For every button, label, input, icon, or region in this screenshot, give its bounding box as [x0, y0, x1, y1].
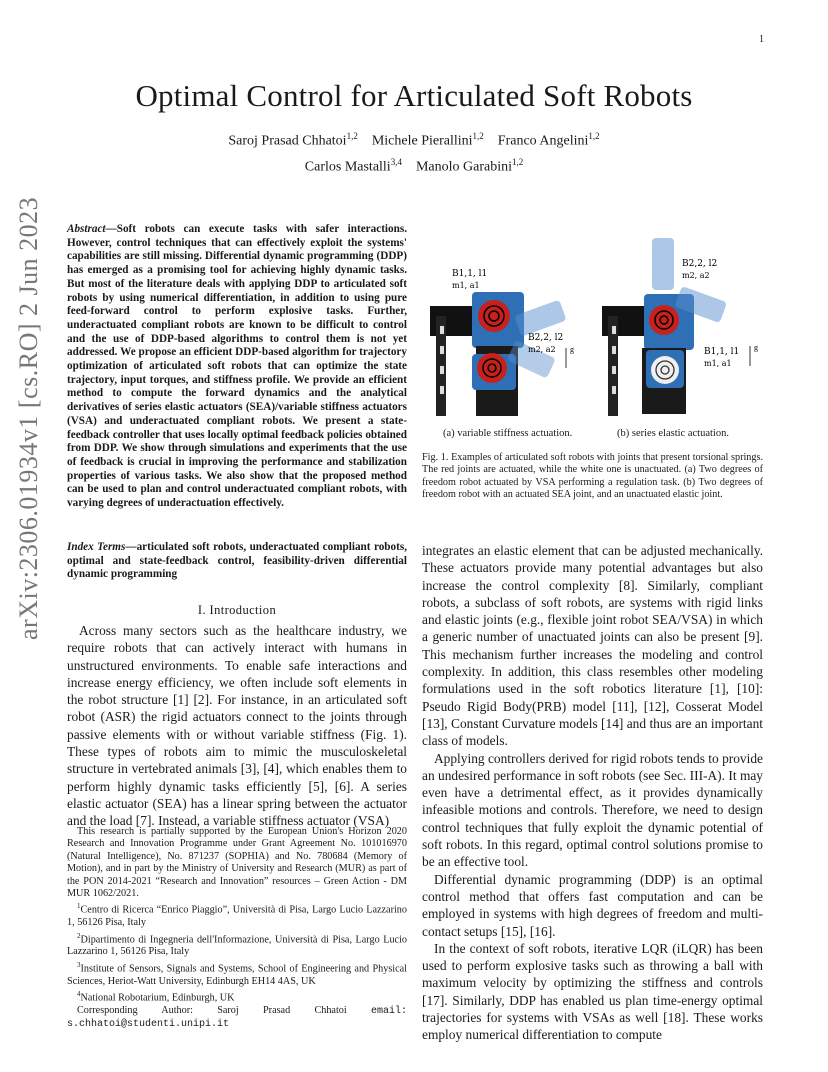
paper-title: Optimal Control for Articulated Soft Robots: [135, 78, 693, 113]
author-name: Manolo Garabini: [415, 159, 512, 175]
affiliation-note: $^4$National Robotarium, Edinburgh, UK: [77, 990, 235, 1004]
affiliation-note: $^1$Centro di Ricerca “Enrico Piaggio”, Università di Pisa, Largo Lucio Lazzarino 1, 56126 Pisa, Italy: [67, 902, 407, 929]
author-affiliation: 1,2: [511, 156, 524, 167]
abstract-label: Abstract: [67, 223, 106, 235]
paragraph: Applying controllers derived for rigid robots tends to provide an undesired performance in soft robots (see Sec. III-A). It may even have a detrimental effect, as it provides dynamically infeasible motions and controls. Therefore, we need to design control techniques that fully exploit the dynamic potential of soft robots. In this regard, optimal control solutions promise to be an effective tool.: [422, 750, 763, 870]
index-terms-text: —articulated soft robots, underactuated compliant robots, optimal and state-feedback control, feasibility-driven differential dynamic programming: [67, 541, 407, 581]
corresponding-author-note: Corresponding Author: Saroj Prasad Chhatoi email: s.chhatoi@studenti.unipi.it: [67, 1004, 408, 1031]
author-affiliation: 1,2: [472, 131, 484, 141]
affiliation-note: $^2$Dipartimento di Ingegneria dell'Informazione, Università di Pisa, Largo Lucio Lazzarino 1, 56126 Pisa, Italy: [67, 931, 407, 958]
author-affiliation: 1,2: [346, 131, 358, 141]
abstract: [67, 223, 407, 511]
index-terms: [67, 541, 407, 582]
author-name: Saroj Prasad Chhatoi: [228, 133, 347, 149]
svg-text:B1,1, l1: B1,1, l1: [704, 347, 740, 357]
email-link[interactable]: email: s.chhatoi@studenti.unipi.it: [67, 1005, 408, 1031]
svg-text:B1,1, l1: B1,1, l1: [452, 269, 488, 279]
subcaption-b: (b) series elastic actuation.: [617, 428, 729, 439]
right-column-text: [422, 542, 763, 1044]
figure-caption: Fig. 1. Examples of articulated soft robots with joints that present torsional springs. The red joints are actuated, while the white one is unactuated. (a) Two degrees of freedom robot actuated by VSA performing a regulation task. (b) Two degrees of freedom robot with an actuated SEA joint, and an unactuated elastic joint.: [422, 452, 763, 501]
figure-1: [420, 228, 770, 428]
page-number: 1: [759, 34, 764, 45]
footnotes: [67, 826, 407, 1032]
svg-text:m2, a2: m2, a2: [682, 271, 710, 280]
author-line-2: [0, 152, 828, 178]
svg-text:m1, a1: m1, a1: [452, 281, 480, 290]
svg-text:g: g: [754, 343, 758, 352]
svg-text:m1, a1: m1, a1: [704, 359, 732, 368]
robot-image-a: [430, 269, 574, 416]
subcaption-a: (a) variable stiffness actuation.: [443, 428, 573, 439]
svg-text:m2, a2: m2, a2: [528, 345, 556, 354]
author-name: Michele Pierallini: [371, 133, 473, 149]
svg-text:B2,2, l2: B2,2, l2: [682, 259, 718, 269]
intro-text: [67, 622, 407, 830]
paragraph: integrates an elastic element that can be adjusted mechanically. These actuators provide many potential advantages but also increase the control complexity [8]. Similarly, compliant robots, a subclass of soft robots, are systems with rigid links and elastic joints (e.g., flexible joint robot SEA/VSA) in which a generic number of unactuated joints can also be present [9]. This mechanism further increases the modeling and control complexity. In addition, this class resembles other modeling formulations used in the soft robotics literature [1], [10]: Pseudo Rigid Body(PRB) model [11], [12], Cosserat Model [13], Constant Curvature models [14] and thus are an important class of models.: [422, 543, 763, 749]
svg-text:B2,2, l2: B2,2, l2: [528, 333, 564, 343]
author-line-1: [0, 126, 828, 152]
funding-note: This research is partially supported by the European Union's Horizon 2020 Research and Innovation Programme under Grant Agreement No. 101016970 (Natural Intelligence), No. 871237 (SOPHIA) and No. 780684 (Memory of Motion), and in part by the Ministry of University and Research (MUR) as part of the PON 2014-2021 “Research and Innovation” resources – Green Action - DM MUR 1062/2021.: [67, 826, 407, 900]
author-name: Franco Angelini: [497, 133, 589, 149]
author-list: [0, 126, 828, 177]
author-affiliation: 1,2: [588, 131, 600, 141]
paragraph: Across many sectors such as the healthcare industry, we require robots that can actively interact with humans in unstructured environments. To enable safe interactions and increase energy efficiency, we often include soft elements in the robot structure [1] [2]. For instance, in an articulated soft robot (ASR) the rigid actuators connect to the joints through passive elements with or without variable stiffness (Fig. 1). These types of robots aim to mimic the musculoskeletal structure in vertebrated animals [3], [4], which enables them to perform highly dynamic tasks efficiently [5], [6]. A series elastic actuator (SEA) has a linear spring between the actuator and the load [7]. Instead, a variable stiffness actuator (VSA): [67, 623, 407, 829]
affiliation-note: $^3$Institute of Sensors, Signals and Systems, School of Engineering and Physical Sciences, Heriot-Watt University, Edinburgh EH14 4AS, UK: [67, 960, 407, 987]
author-name: Carlos Mastalli: [304, 159, 391, 175]
svg-text:g: g: [570, 345, 574, 354]
index-terms-label: Index Terms: [67, 541, 126, 553]
paragraph: Differential dynamic programming (DDP) is an optimal control method that offers fast computation and can be employed in systems with high degrees of freedom and multi-contact setups [15], [16].: [422, 871, 763, 939]
arxiv-identifier[interactable]: arXiv:2306.01934v1 [cs.RO] 2 Jun 2023: [14, 196, 43, 640]
section-heading: I. Introduction: [197, 603, 277, 617]
author-affiliation: 3,4: [390, 156, 402, 167]
robot-image-b: [602, 238, 758, 416]
abstract-text: —Soft robots can execute tasks with safer interactions. However, control techniques that can effectively exploit the systems' capabilities are still missing. Differential dynamic programming (DDP) has emerged as a promising tool for achieving highly dynamic tasks. But most of the literature deals with applying DDP to articulated soft robots by using numerical differentiation, in addition to using pure feed-forward control to perform explosive tasks. Further, underactuated compliant robots are known to be difficult to control and the use of DDP-based algorithms to control them is not yet addressed. We propose an efficient DDP-based algorithm for trajectory optimization of articulated soft robots that can optimize the state trajectory, input torques, and stiffness profile. We provide an efficient method to compute the forward dynamics and the analytical derivatives of series elastic actuators (SEA)/variable stiffness actuators (VSA) and underactuated compliant robots. We present a state-feedback controller that uses locally optimal feedback policies obtained from DDP. We show through simulations and experiments that the use of feedback is crucial in improving the performance and stabilization properties of various tasks. We also show that the proposed method can be used to plan and control underactuated compliant robots, with varying degrees of underactuation effectively.: [67, 223, 407, 510]
paragraph: In the context of soft robots, iterative LQR (iLQR) has been used to perform explosive tasks such as throwing a ball with maximum velocity by optimizing the stiffness and controls [17]. Similarly, DDP has enabled us plan time-energy optimal trajectories for systems with VSAs as well [18]. These works employ numerical differentiation to compute: [422, 940, 763, 1043]
